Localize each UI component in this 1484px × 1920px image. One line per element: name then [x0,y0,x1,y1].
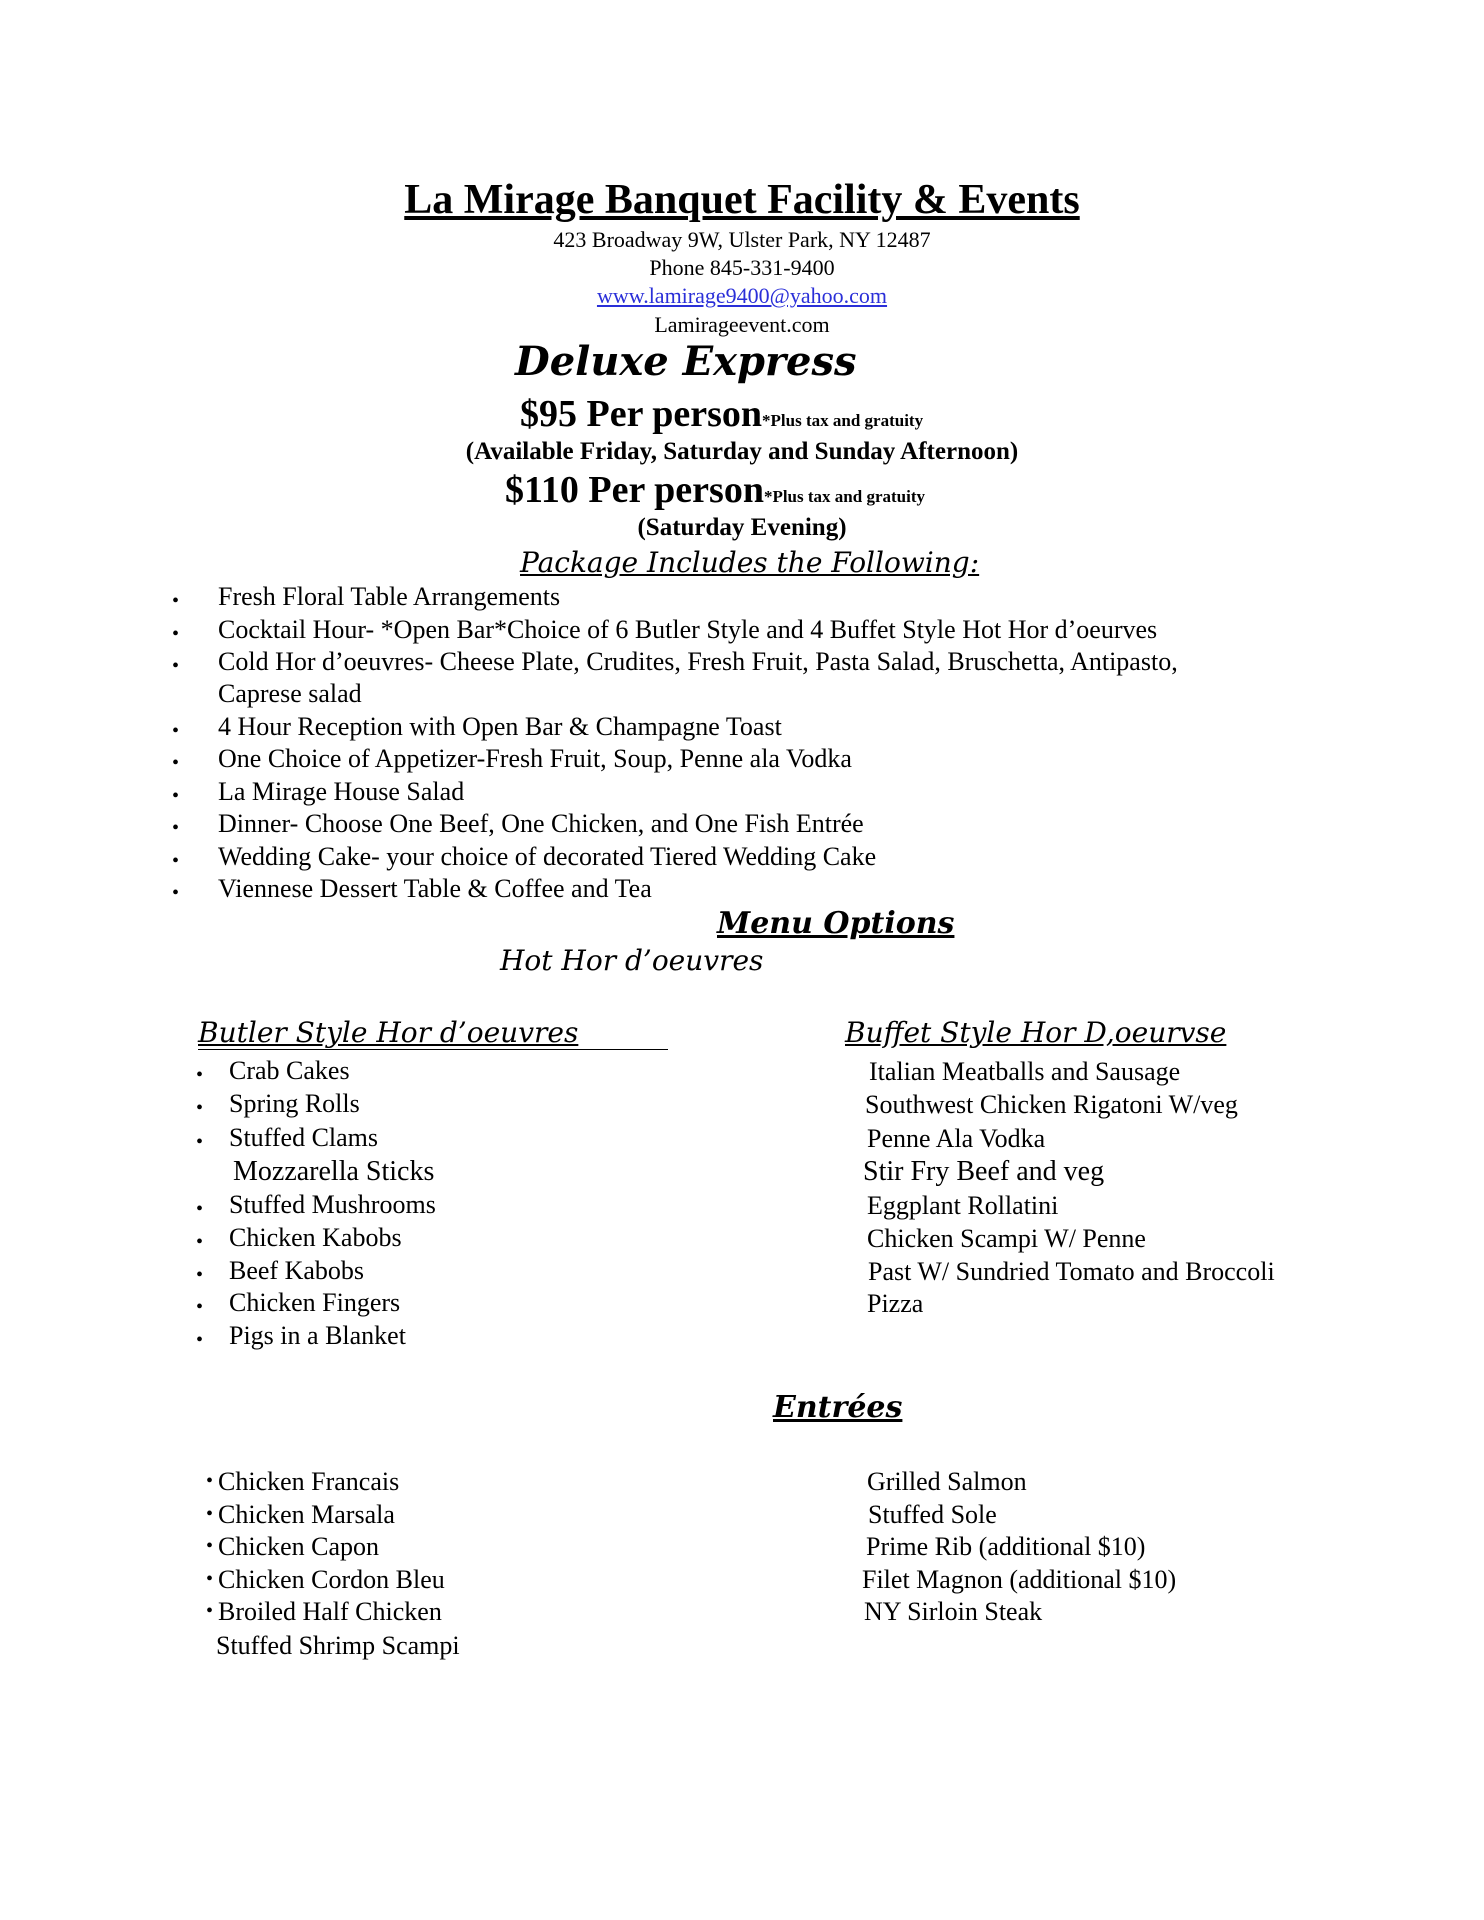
list-bullet: • [172,752,180,774]
list-item: Stir Fry Beef and veg [863,1156,1105,1187]
list-item: Pigs in a Blanket [229,1321,406,1350]
list-item: La Mirage House Salad [218,777,465,806]
list-item: Cocktail Hour- *Open Bar*Choice of 6 Butler Style and 4 Buffet Style Hot Hor d’oeurves [218,615,1158,644]
list-bullet: • [196,1198,204,1220]
list-item: Chicken Kabobs [229,1223,402,1252]
list-item: Stuffed Sole [868,1500,997,1529]
list-bullet: • [172,720,180,742]
list-item: Broiled Half Chicken [218,1597,442,1626]
list-item: Beef Kabobs [229,1256,365,1285]
list-bullet: • [206,1503,214,1525]
list-item: Stuffed Mushrooms [229,1190,436,1219]
list-bullet: • [196,1231,204,1253]
list-bullet: • [206,1568,214,1590]
list-bullet: • [196,1097,204,1119]
list-bullet: • [196,1064,204,1086]
email-link[interactable]: www.lamirage9400@yahoo.com [596,283,888,308]
list-item: Filet Magnon (additional $10) [862,1565,1177,1594]
list-item: Dinner- Choose One Beef, One Chicken, and One Fish Entrée [218,809,864,838]
list-item: Chicken Cordon Bleu [218,1565,445,1594]
list-item: Grilled Salmon [867,1467,1027,1496]
list-item: NY Sirloin Steak [864,1597,1043,1626]
list-item: Viennese Dessert Table & Coffee and Tea [218,874,652,903]
butler-heading: Butler Style Hor d’oeuvres [198,1016,668,1050]
list-item: Eggplant Rollatini [867,1191,1059,1220]
list-item-continued: Caprese salad [218,679,362,708]
list-bullet: • [206,1535,214,1557]
list-bullet: • [172,882,180,904]
price-1: $95 Per person [520,393,763,435]
list-item: Spring Rolls [229,1089,360,1118]
list-bullet: • [172,785,180,807]
list-item: One Choice of Appetizer-Fresh Fruit, Soup, Penne ala Vodka [218,744,852,773]
list-item: Chicken Francais [218,1467,400,1496]
list-bullet: • [206,1600,214,1622]
list-bullet: • [172,590,180,612]
phone: Phone 845-331-9400 [649,255,835,280]
list-item: Cold Hor d’oeuvres- Cheese Plate, Crudites, Fresh Fruit, Pasta Salad, Bruschetta, Antipasto, [218,647,1178,676]
package-name: Deluxe Express [515,338,857,385]
list-bullet: • [172,623,180,645]
price-2-note: *Plus tax and gratuity [763,487,925,506]
buffet-heading: Buffet Style Hor D,oeurvse [845,1016,1227,1049]
list-item: Past W/ Sundried Tomato and Broccoli [868,1257,1275,1286]
list-bullet: • [172,655,180,677]
list-bullet: • [206,1470,214,1492]
includes-heading: Package Includes the Following: [520,546,980,579]
list-item: Chicken Capon [218,1532,380,1561]
list-item: Chicken Marsala [218,1500,395,1529]
availability-2: (Saturday Evening) [637,514,847,541]
list-bullet: • [196,1131,204,1153]
page-title: La Mirage Banquet Facility & Events [404,177,1080,223]
list-item: Fresh Floral Table Arrangements [218,582,561,611]
list-item: Chicken Fingers [229,1288,401,1317]
availability-1: (Available Friday, Saturday and Sunday Afternoon) [465,438,1019,465]
list-bullet: • [196,1264,204,1286]
list-item: Stuffed Clams [229,1123,379,1152]
list-item: Chicken Scampi W/ Penne [867,1224,1146,1253]
list-item: Italian Meatballs and Sausage [869,1057,1181,1086]
entrees-heading: Entrées [773,1390,903,1425]
list-item: Crab Cakes [229,1056,350,1085]
price-1-note: *Plus tax and gratuity [762,411,924,430]
list-bullet: • [196,1296,204,1318]
list-item: Stuffed Shrimp Scampi [216,1631,460,1660]
list-bullet: • [172,850,180,872]
list-item: Penne Ala Vodka [867,1124,1046,1153]
price-2: $110 Per person [505,469,764,511]
list-item: Pizza [867,1289,924,1318]
list-item: 4 Hour Reception with Open Bar & Champagne Toast [218,712,782,741]
list-item: Mozzarella Sticks [233,1156,435,1187]
menu-subheading: Hot Hor d’oeuvres [500,944,764,977]
website: Lamirageevent.com [654,312,830,337]
address: 423 Broadway 9W, Ulster Park, NY 12487 [553,227,931,252]
menu-heading: Menu Options [717,906,955,941]
list-item: Wedding Cake- your choice of decorated Tiered Wedding Cake [218,842,877,871]
list-item: Prime Rib (additional $10) [866,1532,1146,1561]
list-bullet: • [196,1329,204,1351]
list-bullet: • [172,817,180,839]
list-item: Southwest Chicken Rigatoni W/veg [865,1090,1238,1119]
